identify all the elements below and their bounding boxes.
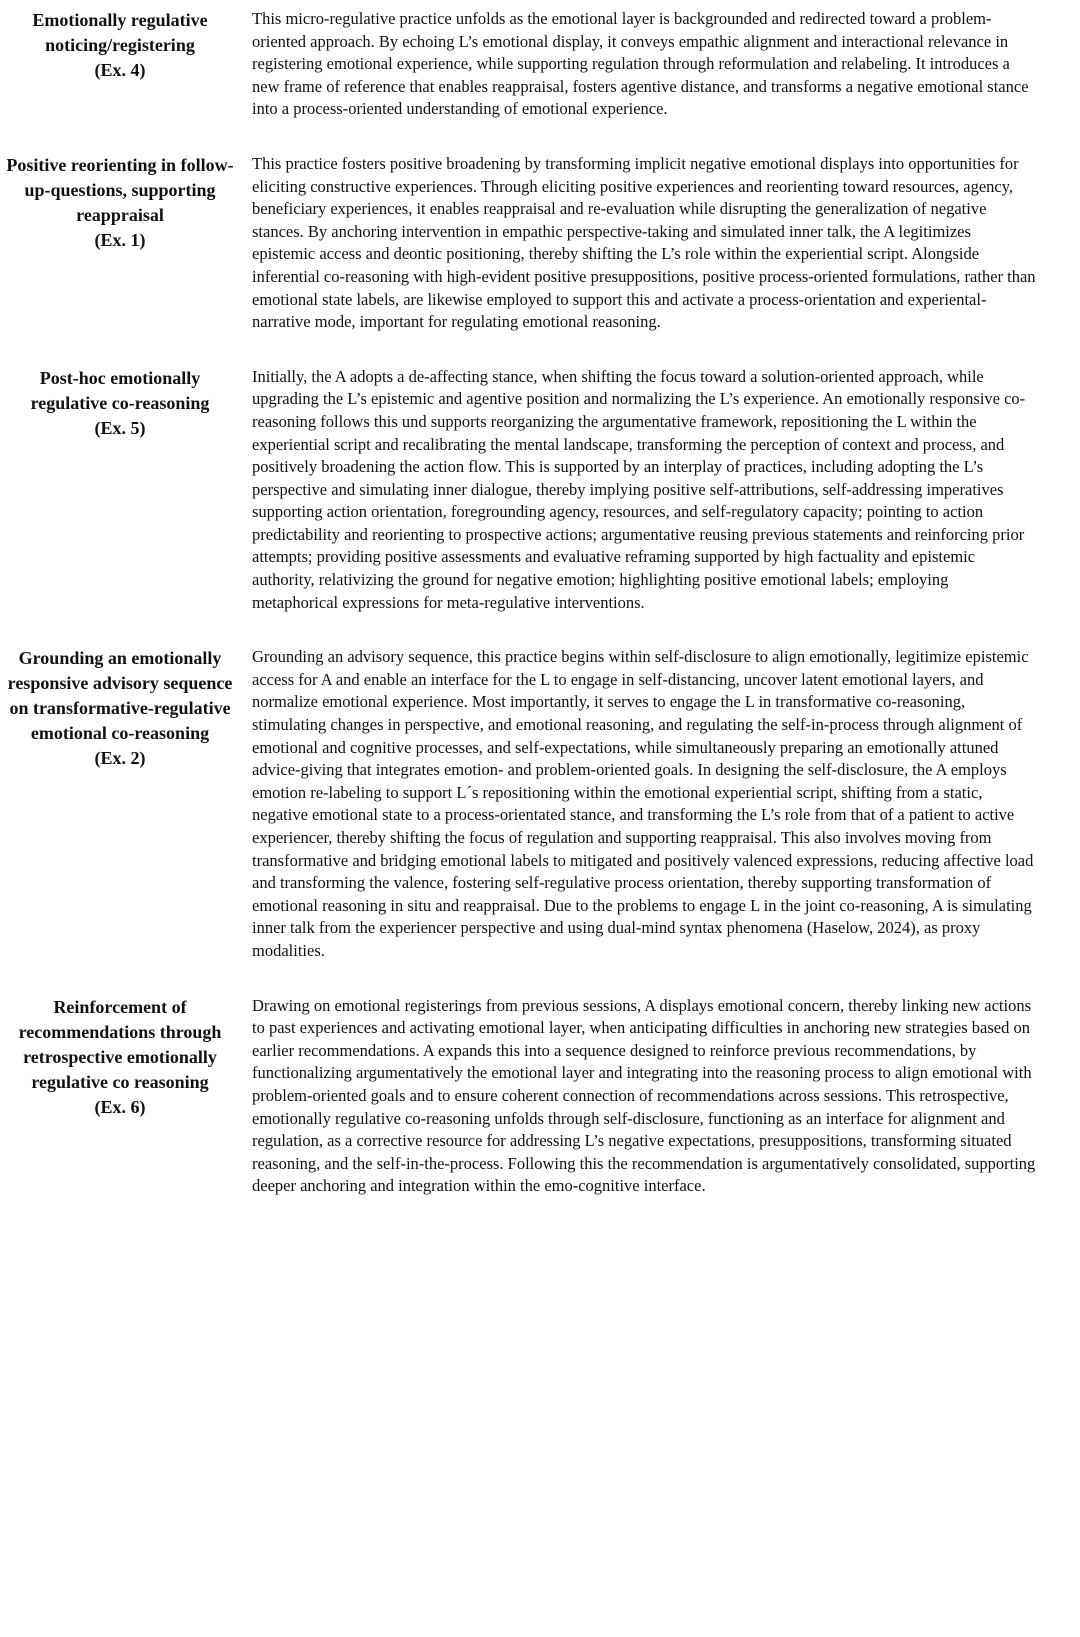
practice-description: Drawing on emotional registerings from previous sessions, A displays emotional concern, thereby linking new actions to past experiences and activating emotional layer, when anticipating difficulties in anchoring new strategies based on earlier recommendations. A expands this into a sequence designed to reinforce previous recommendations, by functionalizing argumentatively the emotional layer and integrating into the reasoning process to align emotional with problem-oriented goals and to ensure coherent connection of recommendations across sessions. This retrospective, emotionally regulative co-reasoning unfolds through self-disclosure, functioning as an interface for alignment and regulation, as a corrective resource for addressing L’s negative expectations, presuppositions, transforming situated reasoning, and the self-in-the-process. Following this the recommendation is argumentatively consolidated, supporting deeper anchoring and integration within the emo-cognitive interface.: [252, 995, 1036, 1196]
example-ref: (Ex. 6): [94, 1096, 146, 1117]
example-ref: (Ex. 5): [94, 417, 146, 438]
practice-description-cell: [246, 8, 1038, 121]
practice-heading-cell: [2, 153, 246, 253]
example-ref: (Ex. 4): [94, 60, 146, 80]
example-ref: (Ex. 2): [94, 748, 146, 769]
practice-description-cell: [246, 646, 1038, 962]
practice-description-cell: [246, 153, 1038, 334]
practice-heading-cell: [2, 8, 246, 83]
table-row: [2, 366, 1038, 615]
example-ref: (Ex. 1): [94, 229, 146, 250]
practice-description: Initially, the A adopts a de-affecting stance, when shifting the focus toward a solution-oriented approach, while upgrading the L’s epistemic and agentive position and normalizing the L’s experience. An emotionally responsive co-reasoning follows this und supports reorganizing the argumentative framework, repositioning the L within the experiential script and recalibrating the mental landscape, transforming the perception of context and process, and positively broadening the action flow. This is supported by an interplay of practices, including adopting the L’s perspective and simulating inner dialogue, thereby implying positive self-attributions, self-addressing imperatives supporting action orientation, foregrounding agency, resources, and self-regulatory capacity; pointing to action predictability and reorienting to prospective actions; argumentative reusing previous statements and reinforcing prior attempts; providing positive assessments and evaluative reframing supported by high factuality and epistemic authority, relativizing the ground for negative emotion; highlighting positive emotional labels; employing metaphorical expressions for meta-regulative interventions.: [252, 366, 1026, 612]
practice-heading-cell: [2, 995, 246, 1120]
practice-description: This micro-regulative practice unfolds as the emotional layer is backgrounded and redirected toward a problem-oriented approach. By echoing L’s emotional display, it conveys empathic alignment and interactional relevance in registering emotional experience, while supporting regulation through reformulation and relabeling. It introduces a new frame of reference that enables reappraisal, fosters agentive distance, and transforms a negative emotional stance into a process-oriented understanding of emotional experience.: [252, 9, 1029, 119]
practice-name: Post-hoc emotionally regulative co-reasoning: [30, 367, 210, 413]
practice-name: Grounding an emotionally responsive advisory sequence on transformative-regulative emotional co-reasoning: [7, 648, 233, 744]
table-row: [2, 153, 1038, 334]
practice-description-cell: [246, 366, 1038, 615]
practice-heading-cell: [2, 366, 246, 441]
table-row: [2, 995, 1038, 1198]
practice-name: Positive reorienting in follow-up-questions, supporting reappraisal: [6, 154, 234, 225]
practice-description-cell: [246, 995, 1038, 1198]
table-row: [2, 8, 1038, 121]
practice-name: Emotionally regulative noticing/registering: [32, 10, 208, 55]
practice-heading-cell: [2, 646, 246, 771]
practice-name: Reinforcement of recommendations through retrospective emotionally regulative co reasoning: [18, 996, 222, 1092]
table-row: [2, 646, 1038, 962]
practice-description: Grounding an advisory sequence, this practice begins within self-disclosure to align emotionally, legitimize epistemic access for A and enable an interface for the L to engage in self-distancing, uncover latent emotional layers, and normalize emotional experience. Most importantly, it serves to engage the L in transformative co-reasoning, stimulating changes in perspective, and emotional reasoning, and regulating the self-in-process through alignment of emotional and cognitive processes, and self-expectations, while simultaneously preparing an emotionally attuned advice-giving that integrates emotion- and problem-oriented goals. In designing the self-disclosure, the A employs emotion re-labeling to support L´s repositioning within the emotional experiential script, shifting from a static, negative emotional state to a process-orientated stance, and transforming the L’s role from that of a patient to active experiencer, thereby shifting the focus of regulation and supporting reappraisal. This also involves moving from transformative and bridging emotional labels to mitigated and positively valenced expressions, reducing affective load and transforming the valence, fostering self-regulative process orientation, thereby supporting transformation of emotional reasoning in situ and reappraisal. Due to the problems to engage L in the joint co-reasoning, A is simulating inner talk from the experiencer perspective and using dual-mind syntax phenomena (Haselow, 2024), as proxy modalities.: [252, 647, 1034, 960]
practice-description: This practice fosters positive broadening by transforming implicit negative emotional displays into opportunities for eliciting constructive experiences. Through eliciting positive experiences and reorienting toward resources, agency, beneficiary experiences, it enables reappraisal and re-evaluation while disrupting the generalization of negative stances. By anchoring intervention in empathic perspective-taking and simulated inner talk, the A legitimizes epistemic access and deontic positioning, thereby shifting the L’s role within the experiential script. Alongside inferential co-reasoning with high-evident positive presuppositions, positive process-oriented formulations, rather than emotional state labels, are likewise employed to support this and activate a process-orientation and experiental-narrative mode, important for regulating emotional reasoning.: [252, 153, 1036, 332]
